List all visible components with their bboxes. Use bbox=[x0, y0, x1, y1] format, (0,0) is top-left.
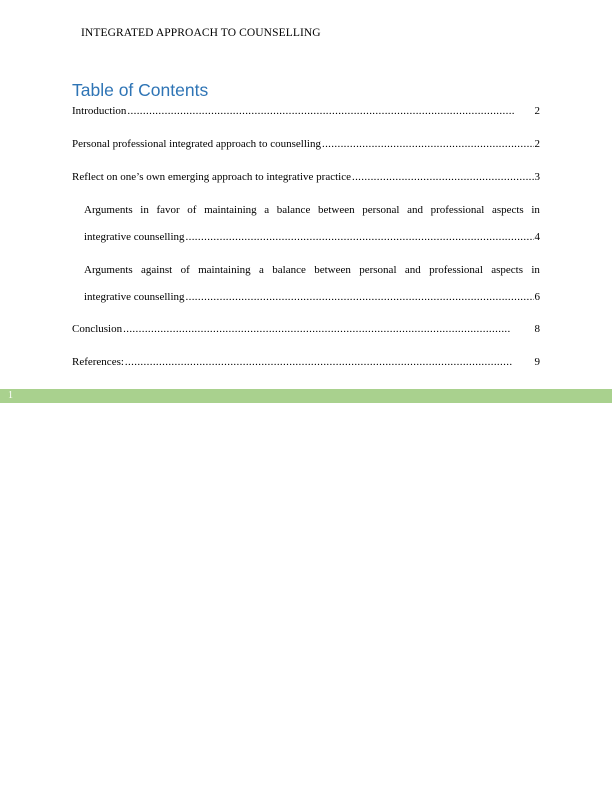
toc-entry-text: Conclusion bbox=[72, 323, 123, 335]
toc-entry-reflect[interactable] bbox=[72, 170, 540, 184]
toc-word: in bbox=[531, 264, 540, 276]
toc-leader bbox=[127, 104, 533, 118]
page-number: 1 bbox=[8, 390, 13, 401]
toc-entry-line1 bbox=[84, 263, 540, 277]
toc-word: a bbox=[264, 204, 270, 216]
toc-word: of bbox=[180, 264, 190, 276]
toc-page-number: 8 bbox=[534, 323, 540, 335]
toc-word: personal bbox=[359, 264, 397, 276]
toc-leader bbox=[322, 137, 534, 151]
toc-entry-personal-professional[interactable] bbox=[72, 137, 540, 151]
toc-word: and bbox=[407, 204, 423, 216]
toc-word: maintaining bbox=[198, 264, 251, 276]
toc-entry-text: integrative counselling bbox=[84, 291, 185, 303]
toc-entry-text: Reflect on one’s own emerging approach to integrative practice bbox=[72, 171, 351, 183]
toc-page-number: 2 bbox=[534, 105, 540, 117]
toc-entry-arguments-against[interactable] bbox=[84, 263, 540, 304]
toc-page-number: 9 bbox=[534, 356, 540, 368]
toc-entry-conclusion[interactable] bbox=[72, 322, 540, 336]
toc-word: aspects bbox=[491, 264, 523, 276]
toc-entry-introduction[interactable] bbox=[72, 104, 540, 118]
toc-word: aspects bbox=[491, 204, 524, 216]
toc-word: between bbox=[314, 264, 351, 276]
toc-entry-text: integrative counselling bbox=[84, 231, 185, 243]
toc-entry-line1 bbox=[84, 203, 540, 217]
toc-leader bbox=[186, 230, 534, 244]
running-head: INTEGRATED APPROACH TO COUNSELLING bbox=[81, 27, 321, 39]
toc-word: professional bbox=[429, 264, 483, 276]
toc-word: in bbox=[140, 204, 149, 216]
toc-word: favor bbox=[156, 204, 180, 216]
toc-word: between bbox=[317, 204, 355, 216]
toc-word: maintaining bbox=[204, 204, 257, 216]
toc-word: balance bbox=[272, 264, 306, 276]
toc-word: Arguments bbox=[84, 204, 133, 216]
toc-entry-arguments-favor[interactable] bbox=[84, 203, 540, 244]
toc-page-number: 3 bbox=[534, 171, 540, 183]
toc-leader bbox=[352, 170, 534, 184]
toc-leader bbox=[125, 355, 534, 369]
toc-word: professional bbox=[430, 204, 485, 216]
toc-entry-text: Personal professional integrated approach to counselling bbox=[72, 138, 321, 150]
toc-word: balance bbox=[276, 204, 311, 216]
toc-page-number: 4 bbox=[534, 231, 540, 243]
toc-word: Arguments bbox=[84, 264, 133, 276]
toc-word: in bbox=[531, 204, 540, 216]
toc-title: Table of Contents bbox=[72, 80, 209, 100]
toc-entry-text: References: bbox=[72, 356, 124, 368]
toc-page-number: 6 bbox=[534, 291, 540, 303]
toc-entry-references[interactable] bbox=[72, 355, 540, 369]
toc-word: and bbox=[404, 264, 421, 276]
toc-word: of bbox=[187, 204, 197, 216]
toc-word: personal bbox=[362, 204, 400, 216]
toc-word: against bbox=[141, 264, 173, 276]
toc-leader bbox=[123, 322, 533, 336]
toc-page-number: 2 bbox=[534, 138, 540, 150]
footer-bar bbox=[0, 389, 612, 403]
toc-leader bbox=[186, 290, 534, 304]
toc-entry-text: Introduction bbox=[72, 105, 127, 117]
toc-word: a bbox=[259, 264, 264, 276]
